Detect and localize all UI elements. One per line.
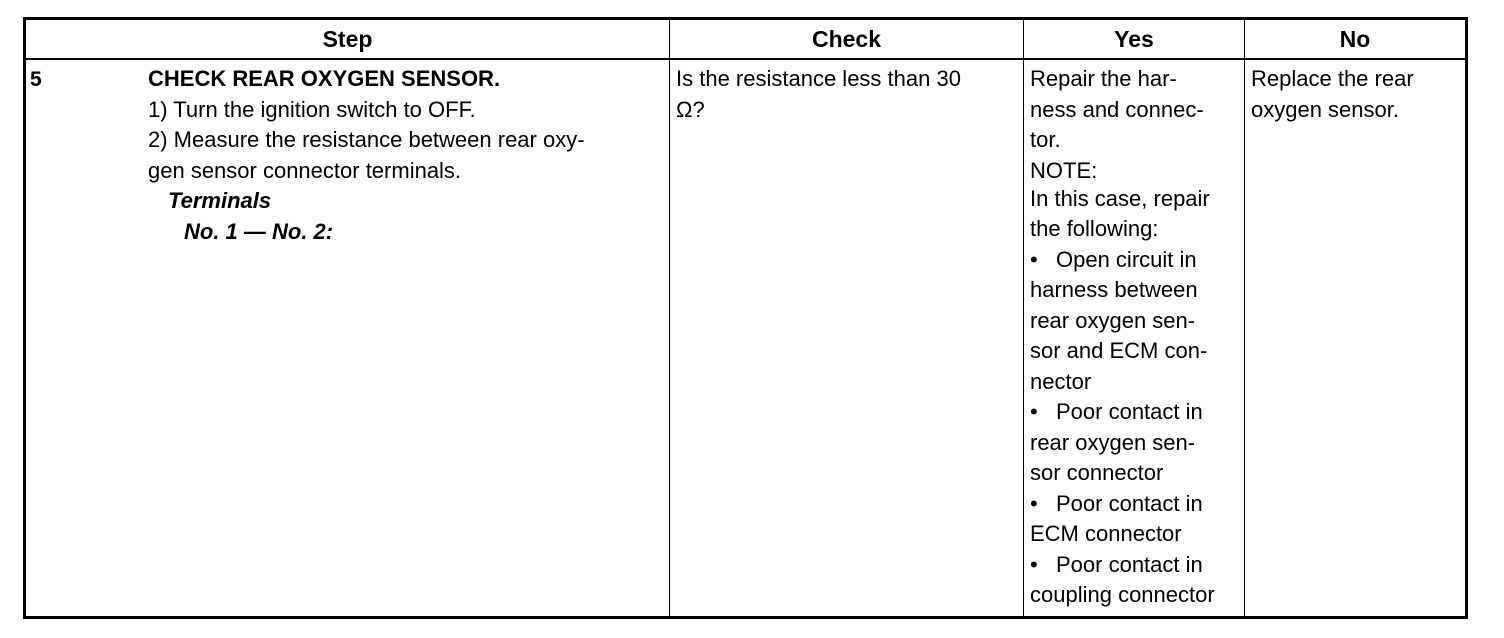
- table-row: [25, 59, 1467, 618]
- step-cell: [25, 59, 670, 618]
- yes-cell: [1024, 59, 1245, 618]
- no-line-1: Replace the rear: [1251, 66, 1414, 91]
- note-line-1: In this case, repair: [1030, 185, 1210, 211]
- step-instruction-1: 1) Turn the ignition switch to OFF.: [148, 96, 476, 122]
- bullet-icon: •: [1030, 246, 1038, 272]
- bullet-text: sor connector: [1030, 460, 1164, 485]
- bullet-icon: •: [1030, 551, 1038, 577]
- bullet-text: Poor contact in: [1056, 490, 1203, 516]
- yes-line-2: ness and connec-: [1030, 96, 1204, 122]
- bullet-text: nector: [1030, 368, 1092, 394]
- bullet-text: Poor contact in: [1056, 399, 1203, 424]
- header-yes: Yes: [1024, 19, 1245, 60]
- bullet-text: Poor contact in: [1056, 551, 1203, 577]
- bullet-text: harness between: [1030, 277, 1198, 302]
- header-row: [25, 19, 1467, 60]
- bullet-icon: •: [1030, 490, 1038, 516]
- step-instruction-2b: gen sensor connector terminals.: [148, 157, 462, 183]
- diagnostic-table: [23, 17, 1468, 619]
- check-cell: [670, 59, 1024, 618]
- no-cell: [1245, 59, 1467, 618]
- terminals-value: No. 1 — No. 2:: [184, 218, 334, 244]
- step-instruction-2a: 2) Measure the resistance between rear oxy-: [148, 127, 585, 152]
- header-no: No: [1245, 19, 1467, 60]
- note-line-2: the following:: [1030, 216, 1159, 241]
- list-item: [1030, 245, 1240, 276]
- bullet-text: Open circuit in: [1056, 246, 1197, 272]
- step-title: CHECK REAR OXYGEN SENSOR.: [148, 66, 501, 91]
- check-line-1: Is the resistance less than 30: [676, 66, 961, 91]
- check-line-2: Ω?: [676, 96, 705, 122]
- terminals-label: Terminals: [168, 188, 272, 213]
- yes-line-1: Repair the har-: [1030, 66, 1177, 91]
- header-step: Step: [25, 19, 670, 60]
- yes-line-3: tor.: [1030, 127, 1061, 152]
- bullet-text: ECM connector: [1030, 521, 1182, 546]
- bullet-icon: •: [1030, 399, 1038, 424]
- header-check: Check: [670, 19, 1024, 60]
- list-item: [1030, 550, 1240, 581]
- list-item: [1030, 397, 1240, 428]
- no-line-2: oxygen sensor.: [1251, 96, 1399, 122]
- list-item: [1030, 489, 1240, 520]
- bullet-text: rear oxygen sen-: [1030, 307, 1196, 333]
- bullet-text: sor and ECM con-: [1030, 338, 1208, 363]
- bullet-text: rear oxygen sen-: [1030, 429, 1196, 455]
- bullet-text: coupling connector: [1030, 582, 1215, 607]
- step-number: 5: [30, 68, 42, 91]
- note-label: NOTE:: [1030, 157, 1098, 183]
